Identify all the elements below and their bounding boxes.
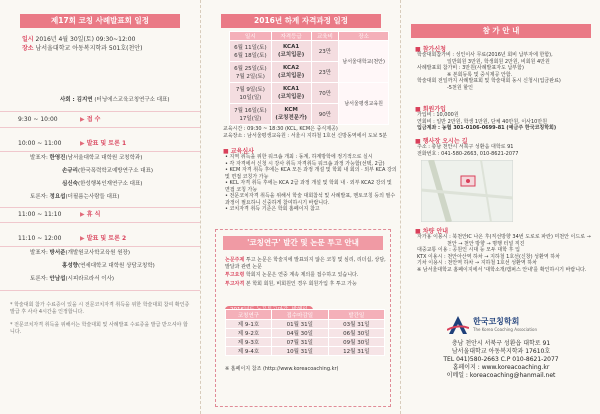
campus-map [421, 160, 513, 222]
place-cell: 남서울대학교(천안) [339, 41, 389, 83]
grade-cell: KCM (코칭전문가) [271, 104, 311, 125]
research-item-label: 논문주제 [225, 257, 245, 263]
bullet-icon: ■ [223, 148, 231, 155]
date-cell: 7월 9일(토) 10일(일) [230, 83, 272, 104]
edu-item-text: 코치자격 취득 기준은 학회 홈페이지 참고 [229, 206, 320, 212]
edu-item-text: 각 자격에서 신청 시 강사 취득 자격취득 워크숍 과정 가능함(선택, 2급) [229, 160, 385, 167]
mc-name: 사회 : 김지연 [60, 97, 93, 103]
note-certificate: * 학술대회 참가 수료증이 있을 시 전문코치자격 취득을 위한 학술대회 참여 확인증 발급 후 사사 4시간을 인정합니다. [10, 302, 190, 315]
transport-line: 천안 → 천안 방향 → 명행 터널 직진 [447, 240, 525, 247]
date-cell: 6월 11일(토) 6월 18일(토) [230, 41, 272, 62]
bullet-icon: ■ [415, 138, 423, 145]
place-cell: 남서울평생교육원 [339, 83, 389, 125]
speaker-name: 정요섭 [49, 194, 66, 200]
research-item-label: 투고자격 [225, 280, 245, 287]
research-list [225, 257, 391, 287]
event-schedule-column [0, 0, 200, 414]
join-header-text: 회원가입 [422, 106, 446, 113]
research-item [225, 257, 391, 270]
info-title-banner: 참 가 안 내 [411, 24, 591, 38]
speaker-name: 심신숙 [62, 181, 78, 187]
divider [0, 111, 200, 112]
transport-list [417, 234, 597, 273]
session4-title-text: 발표 및 토론 2 [86, 235, 127, 242]
edu-header-text: 교육심사 [230, 148, 254, 155]
deadline-cell: 10월 31일 [271, 347, 328, 356]
speaker-name: 손규리 [62, 168, 78, 174]
publish-cell: 12월 31일 [328, 347, 384, 356]
session3-title-text: 휴 식 [86, 211, 101, 218]
speaker-org: (한성행복인재연구소 대표) [77, 181, 143, 187]
speaker-name: 홍성향 [62, 263, 78, 269]
place-label: 장소 [22, 45, 34, 52]
fee-line: 학술대회 전일까지 사례발표회 및 학술대회 동시 신청시(입금완료) [417, 78, 561, 84]
bullet-icon: ■ [415, 46, 423, 53]
edu-item: • 전문코치자격 취득을 위해서 학술 대회참석 및 사례발표, 멘토코칭 등의 필수과정이 필요하니 신중하게 참여하시기 바랍니다. [225, 193, 396, 206]
role-label: 발표자: [30, 250, 48, 256]
grade-cell: KCA1 (코치입문) [271, 41, 311, 62]
col-header: 자격등급 [271, 32, 311, 41]
transport-line: KTX 이용시 : 천안아산역 하차 → 지하철 1호선(신창) 성환역 하차 [417, 253, 560, 260]
society-logo [447, 314, 567, 338]
edu-item-text: KCL 자격 취득 후에는 KCA 2급 과정 개설 및 학회 내 · 외부 KCA2 강의 및 면접 코칭 가능 [225, 180, 392, 193]
session2-entry [30, 194, 200, 201]
fee-cell: 23만 [311, 41, 339, 62]
issue-cell: 제 9-1호 [226, 320, 272, 329]
society-logo-icon [447, 314, 469, 336]
email-line[interactable]: 이메일 : koreacoaching@hanmail.net [446, 372, 556, 380]
address-line: 남서울대학교 아동복지학과 17610호 [451, 348, 551, 356]
mc-line [60, 97, 200, 104]
grade-cell: KCA2 (코치입문) [271, 62, 311, 83]
edu-item: • 지역 취득을 위한 워크숍 개최 : 동계, 하계방학에 정기적으로 실시 [225, 154, 373, 160]
session2-entry [62, 181, 200, 188]
role-label: 토론자: [30, 276, 48, 282]
edu-item: • 코치자격 취득 기준은 학회 홈페이지 참고 [225, 206, 320, 212]
col-header: 교육비 [311, 32, 339, 41]
deadline-cell: 01월 31일 [271, 320, 328, 329]
role-label: 토론자: [30, 194, 48, 200]
office-list [417, 144, 597, 157]
session3-title [80, 211, 100, 219]
col-header: 장소 [339, 32, 389, 41]
course-place-note: 교육장소 : 남서울평생교육원 : 서울시 지하철 1호선 신방동역에서 도보 5분 [223, 133, 388, 139]
issue-cell: 제 9-3호 [226, 338, 272, 347]
fee-line: ※ 본회등록 및 중식제공 안함. [447, 71, 513, 78]
deadline-cell: 04월 30일 [271, 329, 328, 338]
session2-time: 10:00 ~ 11:00 [18, 140, 62, 147]
publish-cell: 03월 31일 [328, 320, 384, 329]
session4-time: 11:10 ~ 12:00 [18, 235, 62, 242]
fee-line: -5천원 할인 [447, 84, 473, 91]
speaker-org: (연세대학교 대학원 상담코칭학) [77, 263, 155, 269]
bullet-icon: ■ [415, 106, 423, 113]
course-title-banner: 2016년 하계 자격과정 일정 [221, 14, 381, 28]
table-row [226, 320, 385, 329]
col-header: 코칭연구 [226, 310, 272, 320]
speaker-org: (개발원코사학교육원 원장) [65, 250, 130, 256]
divider [0, 207, 200, 208]
homepage-note: ※ 홈페이지 참조 (http://www.koreacoaching.kr) [225, 366, 339, 372]
col-header: 일시 [230, 32, 272, 41]
transport-line: 대중교통 이용 : 공원인 시대 등 모두 대학 후 입 [417, 247, 520, 253]
edu-item: • KCM 자격 취득 후에는 KCA 모든 과정 개설 및 학회 내 회의 · 외부 KCA 강의 및 면접 코칭가 가능 [225, 167, 397, 180]
session2-entry [62, 168, 200, 175]
join-line: 연회비 : 일반 2만원, 학생 1만원, 단체 40만원, 이사10만원 [417, 118, 548, 125]
event-title-banner: 제17회 코칭 사례발표회 일정 [20, 14, 180, 28]
table-row [226, 338, 385, 347]
fee-list [417, 52, 597, 91]
course-column [200, 0, 400, 414]
office-line: 전화번호 : 041-580-2663, 010-8621-2077 [417, 150, 519, 157]
transport-line: 자가용 이용시 : 북천안IC 나온 후(직선방향 34번 도로로 파란) 미천안 이드로 → [417, 234, 591, 240]
note-requirement: * 전문코치자격 취득을 위해서는 학술대회 및 사례발표 수료증을 발급 받으셔야 합니다. [10, 322, 188, 335]
research-item [225, 272, 391, 279]
session2-title [80, 140, 126, 148]
research-banner: '코칭연구' 발간 및 논문 투고 안내 [223, 236, 383, 250]
course-time-note: 교육시간 : 09:30 ~ 18:30 (KCL, KCM은 중식제공) [223, 126, 338, 132]
place-value: 남서울대학교 아동복지학과 501호(천안) [35, 45, 143, 52]
session1-title-text: 접 수 [86, 116, 101, 123]
speaker-org: (더필름는사람들 대표) [65, 194, 120, 200]
edu-list [225, 154, 397, 213]
chevron-icon: ▶ [80, 235, 87, 242]
table-row [230, 41, 389, 62]
research-item-text: 본 학회 회원, 비회원인 경우 회원가입 후 투고 가능 [245, 280, 357, 287]
homepage-note-text: 홈페이지 참조 (http://www.koreacoaching.kr) [230, 366, 339, 372]
event-date-line [22, 36, 198, 44]
session2-entry [30, 155, 200, 162]
fee-line: 사례발표회 참가비 : 3만원(사례발표자도 납부함) [417, 65, 524, 71]
issue-cell: 제 9-2호 [226, 329, 272, 338]
session4-entry [30, 250, 200, 257]
contact-line: TEL 041)580-2663 C.P 010-8621-2077 [443, 356, 559, 364]
speaker-name: 안남섭 [49, 276, 66, 282]
society-name-en: The Korea Coaching Association [473, 327, 537, 332]
session3-time: 11:00 ~ 11:10 [18, 211, 62, 218]
address-line: 충남 천안시 서북구 성환읍 대학로 91 [451, 340, 551, 347]
grade-cell: KCA1 (코치입문) [271, 83, 311, 104]
role-label: 발표자: [30, 155, 48, 161]
table-header-row [226, 310, 385, 320]
edu-item-text: KCM 자격 취득 후에는 KCA 모든 과정 개설 및 학회 내 회의 · 외부 KCA 강의 및 면접 코칭가 가능 [225, 167, 397, 180]
transport-line: 기차 이용시 : 천안역 하차 → 지하철 1호선 성환역 하차 [417, 260, 537, 266]
date-label: 일시 [22, 36, 34, 43]
publish-schedule-table [225, 309, 385, 356]
office-line: 주소 : 충남 천안시 서북구 성환읍 대학로 91 [417, 144, 514, 150]
join-line: 가입비 : 10,000원 [417, 112, 459, 118]
col-header: 접수마감일 [271, 310, 328, 320]
divider [0, 246, 200, 247]
fee-line: 일반회원 3만원, 학생회원 2만원, 비회원 4만원 [447, 58, 550, 65]
research-item-label: 투고요령 [225, 272, 245, 278]
session4-title [80, 235, 126, 243]
fee-line: 학술대회참가비 : 성인이사 무료(2016년 회비 납부자에 한함), [417, 52, 553, 58]
deadline-cell: 07월 31일 [271, 338, 328, 347]
fee-cell: 90만 [311, 104, 339, 125]
divider [0, 127, 200, 128]
speaker-name: 방서준 [49, 250, 66, 256]
join-list [417, 112, 597, 132]
speaker-org: (한국폭력학교예방연구소 대표) [77, 168, 154, 174]
event-place-line [22, 45, 198, 53]
bullet-icon: ■ [415, 228, 423, 235]
fee-cell: 70만 [311, 83, 339, 104]
transport-line: ※ 남서울대학교 홈페이지에서 '대학소개/캠퍼스 안내'를 확인하시기 바랍니다. [417, 266, 587, 273]
table-row [226, 329, 385, 338]
table-row [230, 83, 389, 104]
session4-entry [30, 276, 200, 283]
edu-item: • KCL 자격 취득 후에는 KCA 2급 과정 개설 및 학회 내 · 외부 KCA2 강의 및 면접 코칭 가능 [225, 180, 392, 193]
course-table [229, 31, 389, 125]
session4-entry [62, 263, 200, 270]
edu-item: • 각 자격에서 신청 시 강사 취득 자격취득 워크숍 과정 가능함(선택, 2급) [225, 160, 385, 167]
office-header-text: 행사장 오시는 길 [422, 138, 468, 145]
chevron-icon: ▶ [80, 116, 87, 123]
session2-title-text: 발표 및 토론 1 [86, 140, 127, 147]
transport-header-text: 차량 안내 [422, 228, 449, 235]
col-header: 발간일 [328, 310, 384, 320]
society-name: 한국코칭학회 [473, 317, 520, 326]
speaker-org: (시피라르라서 이사) [65, 276, 115, 282]
info-column [400, 0, 600, 414]
date-cell: 6월 25일(토) 7월 2일(토) [230, 62, 272, 83]
date-cell: 7월 16일(토) 17일(일) [230, 104, 272, 125]
divider [0, 222, 200, 223]
issue-cell: 제 9-4호 [226, 347, 272, 356]
session1-title [80, 116, 100, 124]
edu-item-text: 전문코치자격 취득을 위해서 학술 대회참석 및 사례발표, 멘토코칭 등의 필수과정이 필요하니 신중하게 참여하시기 바랍니다. [225, 193, 396, 206]
fee-cell: 23만 [311, 62, 339, 83]
research-item [225, 281, 391, 288]
table-row [226, 347, 385, 356]
speaker-name: 한영진 [49, 155, 66, 161]
chevron-icon: ▶ [80, 211, 87, 218]
divider [0, 290, 200, 291]
join-line: 입금계좌 : 농협 301-0106-0699-81 (예금주 한국코칭학회) [417, 125, 557, 131]
session1-time: 9:30 ~ 10:00 [18, 116, 58, 123]
speaker-org: (남서울대학교 대학원 코칭학과) [65, 155, 143, 161]
mc-org: (터닝에스교육코칭연구소 대표) [94, 97, 170, 103]
date-value: 2016년 4월 30일(토) 09:30~12:00 [35, 36, 136, 43]
publish-cell: 06월 30일 [328, 329, 384, 338]
research-item-text: 학회지 논문은 연중 계속 제의를 접수하고 있습니다. [245, 272, 359, 278]
contact-block [411, 340, 591, 380]
publish-cell: 09월 30일 [328, 338, 384, 347]
divider [0, 151, 200, 152]
research-item-text: 투고 논문은 학술지에 발표되지 않은 코칭 및 심리, 리더십, 상담, 발달과 관련 논문 [225, 257, 386, 270]
chevron-icon: ▶ [80, 140, 87, 147]
edu-item-text: 지역 취득을 위한 워크숍 개최 : 동계, 하계방학에 정기적으로 실시 [229, 154, 373, 160]
homepage-line[interactable]: 홈페이지 : www.koreacoaching.kr [452, 364, 550, 372]
table-header-row [230, 32, 389, 41]
fee-header-text: 참가신청 [422, 46, 446, 53]
